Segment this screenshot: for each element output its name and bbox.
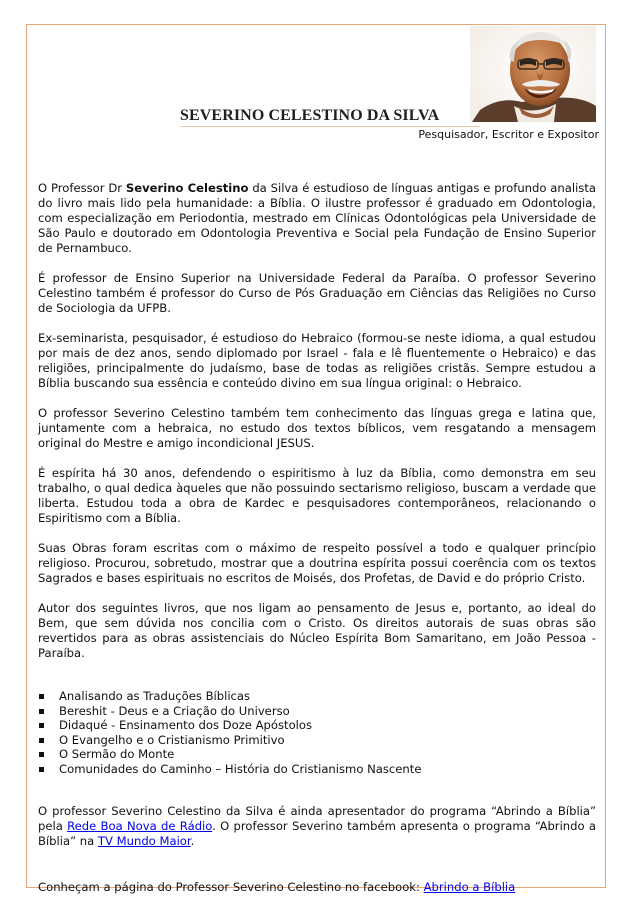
bio-paragraph-1 [38, 181, 596, 256]
bullet-icon [39, 709, 44, 714]
author-subtitle: Pesquisador, Escritor e Expositor [418, 128, 599, 141]
radio-network-link[interactable]: Rede Boa Nova de Rádio [67, 819, 213, 833]
book-title: O Evangelho e o Cristianismo Primitivo [59, 732, 285, 747]
bio-paragraph-4: O professor Severino Celestino também tem conhecimento das línguas grega e latina que, juntamente com a hebraica, no estudo dos textos bíblicos, vem resgatando a mensagem original do Mestre e amigo incondicional JESUS. [38, 406, 596, 450]
tv-channel-link[interactable]: TV Mundo Maior [97, 834, 191, 848]
program-text: . [190, 834, 195, 848]
program-paragraph [38, 804, 596, 849]
book-title: Analisando as Traduções Bíblicas [59, 689, 251, 703]
books-list [38, 689, 596, 776]
facebook-text: Conheçam a página do Professor Severino Celestino no facebook: [38, 880, 424, 894]
book-title: O Sermão do Monte [59, 747, 175, 761]
heading-rule [180, 126, 480, 127]
bullet-icon [39, 752, 44, 757]
bullet-icon [39, 694, 44, 699]
bio-paragraph-7: Autor dos seguintes livros, que nos ligam ao pensamento de Jesus e, portanto, ao ideal do Bem, que sem dúvida nos concilia com o Cristo. Os direitos autorais de suas obras são revertidos para as obras assistenciais do Núcleo Espírita Bom Samaritano, em João Pessoa - Paraíba. [38, 601, 596, 660]
bio-paragraph-3: Ex-seminarista, pesquisador, é estudioso do Hebraico (formou-se neste idioma, a qual estudou por mais de dez anos, sendo diplomado por Israel - fala e lê fluentemente o Hebraico) e das religiões, principalmente do judaísmo, base de todas as religiões cristãs. Sempre estudou a Bíblia buscando sua essência e conteúdo divino em sua língua original: o Hebraico. [38, 331, 596, 390]
book-title: Bereshit - Deus e a Criação do Universo [59, 703, 290, 718]
author-name-heading: SEVERINO CELESTINO DA SILVA [180, 107, 440, 124]
bio-paragraph-6: Suas Obras foram escritas com o máximo de respeito possível a todo e qualquer princípio religioso. Procurou, sobretudo, mostrar que a doutrina espírita possui coerência com os textos Sagrados e bases espirituais no escritos de Moisés, dos Profetas, de David e do próprio Cristo. [38, 541, 596, 585]
bullet-icon [39, 738, 44, 743]
list-item [38, 733, 596, 748]
book-title: Didaqué - Ensinamento dos Doze Apóstolos [59, 718, 313, 732]
list-item [38, 762, 596, 777]
list-item [38, 704, 596, 719]
bio-paragraph-2: É professor de Ensino Superior na Universidade Federal da Paraíba. O professor Severino Celestino também é professor do Curso de Pós Graduação em Ciências das Religiões no Curso de Sociologia da UFPB. [38, 271, 596, 315]
facebook-paragraph [38, 880, 596, 895]
facebook-page-link[interactable]: Abrindo a Bíblia [423, 880, 516, 894]
list-item [38, 718, 596, 733]
bullet-icon [39, 723, 44, 728]
program-text: . O professor Severino também apresenta o programa “Abrindo a Bíblia” na [38, 819, 596, 848]
list-item [38, 747, 596, 762]
bio-paragraph-5: É espírita há 30 anos, defendendo o espiritismo à luz da Bíblia, como demonstra em seu trabalho, o qual dedica àqueles que não possuindo sectarismo religioso, buscam a verdade que liberta. Estudou toda a obra de Kardec e pesquisadores contemporâneos, relacionando o Espiritismo com a Bíblia. [38, 466, 596, 525]
biography-content [38, 181, 596, 910]
author-portrait-image [470, 26, 596, 122]
bio-text: O Professor Dr [38, 181, 126, 195]
program-text: O professor Severino Celestino da Silva é ainda apresentador do programa “Abrindo a Bíblia” pela [38, 804, 596, 833]
bullet-icon [39, 767, 44, 772]
book-title: Comunidades do Caminho – História do Cristianismo Nascente [59, 761, 422, 776]
bio-name-bold: Severino Celestino [125, 181, 249, 195]
list-item [38, 689, 596, 704]
bio-text: da Silva é estudioso de línguas antigas e profundo analista do livro mais lido pela humanidade: a Bíblia. O ilustre professor é graduado em Odontologia, com especialização em Periodontia, mestrado em Clínicas Odontológicas pela Universidade de São Paulo e doutorado em Odontologia Preventiva e Social pela Fundação de Ensino Superior de Pernambuco. [38, 181, 596, 255]
